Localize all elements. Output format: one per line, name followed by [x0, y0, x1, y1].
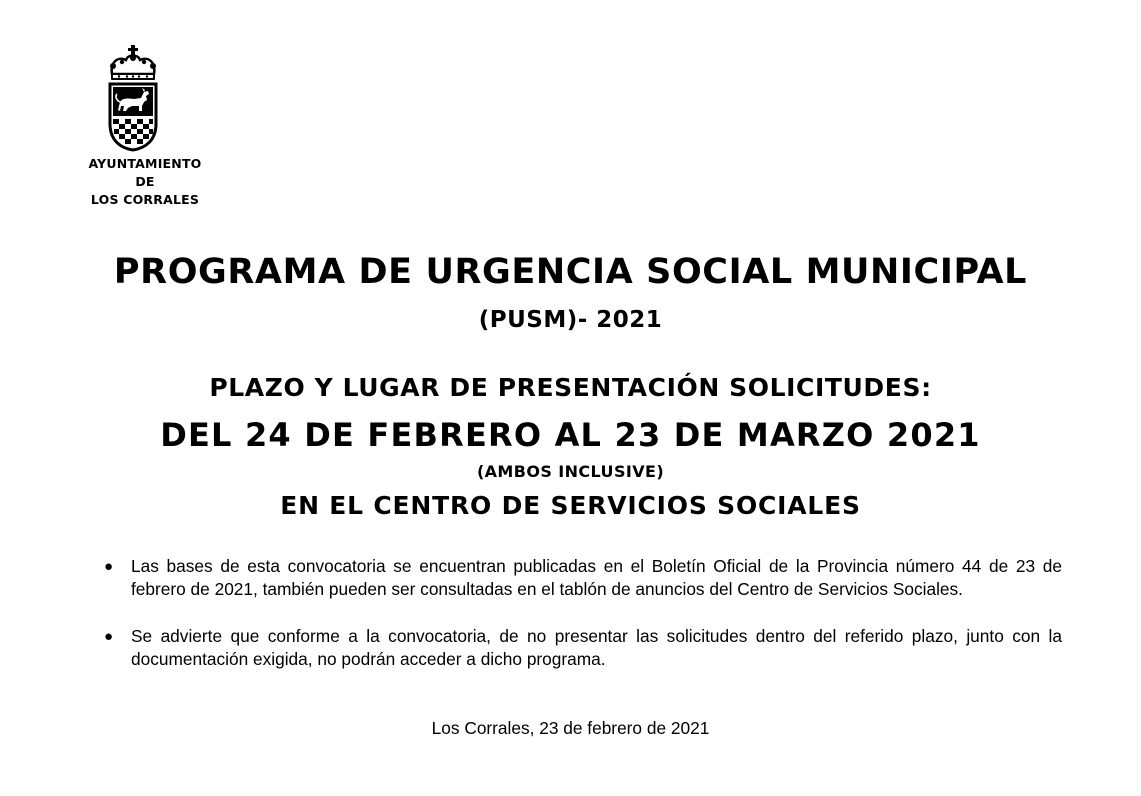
coat-of-arms-icon — [104, 44, 162, 152]
org-line-2: DE — [135, 174, 155, 189]
list-item-text: Las bases de esta convocatoria se encuentran publicadas en el Boletín Oficial de la Provincia número 44 de 23 de febrero de 2021, también pueden ser consultadas en el tablón de anuncios del Centro de Servicios Sociales. — [131, 556, 1062, 599]
date-range: DEL 24 DE FEBRERO AL 23 DE MARZO 2021 — [160, 416, 981, 454]
list-item — [104, 555, 1062, 601]
signature-line: Los Corrales, 23 de febrero de 2021 — [431, 718, 710, 738]
location-heading: EN EL CENTRO DE SERVICIOS SOCIALES — [280, 491, 861, 520]
info-list — [104, 555, 1062, 671]
bullet-icon: ● — [104, 558, 114, 575]
deadline-heading: PLAZO Y LUGAR DE PRESENTACIÓN SOLICITUDES: — [209, 373, 932, 402]
document-subtitle: (PUSM)- 2021 — [478, 307, 663, 333]
bullet-icon: ● — [104, 628, 114, 645]
list-item-text: Se advierte que conforme a la convocatoria, de no presentar las solicitudes dentro del referido plazo, junto con la documentación exigida, no podrán acceder a dicho programa. — [131, 626, 1062, 669]
list-item — [104, 625, 1062, 671]
inclusive-note: (AMBOS INCLUSIVE) — [476, 462, 665, 481]
document-title: PROGRAMA DE URGENCIA SOCIAL MUNICIPAL — [113, 252, 1028, 292]
org-line-1: AYUNTAMIENTO — [88, 156, 202, 171]
org-line-3: LOS CORRALES — [90, 192, 200, 207]
organization-name — [72, 155, 218, 209]
